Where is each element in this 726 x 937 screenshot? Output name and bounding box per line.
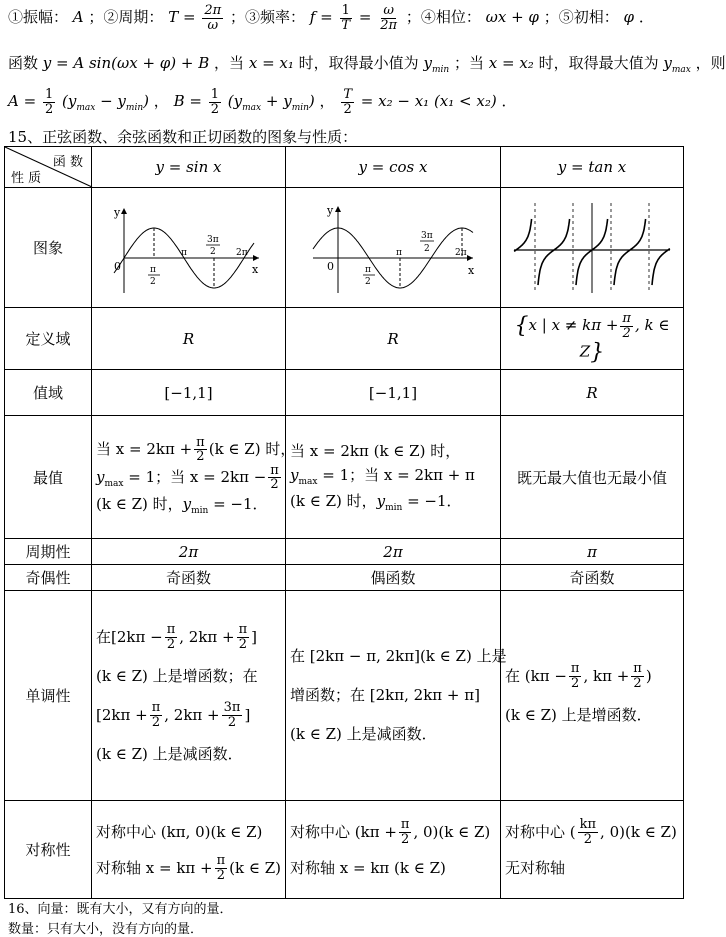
cos-3pi-num: 3π xyxy=(421,230,433,241)
header-cos: y = cos x xyxy=(286,147,501,188)
graph-row xyxy=(5,188,684,308)
b-lhs: B = xyxy=(173,92,202,111)
t-half: $\frac{T}{2}$ xyxy=(343,87,353,117)
sin-pi-label: π xyxy=(180,247,187,258)
a-half: $\frac{1}{2}$ xyxy=(44,87,54,117)
parity-tan: 奇函数 xyxy=(501,565,684,591)
domain-cos: R xyxy=(286,308,501,370)
ymax-symbol: $y_{max}$ xyxy=(663,54,691,75)
text-fragment: 时，取得最小值为 xyxy=(298,54,419,72)
row-label-period: 周期性 xyxy=(5,539,92,565)
sin-y-label: y xyxy=(113,205,120,219)
intro-line-3 xyxy=(8,88,517,116)
cos-halfpi-den: 2 xyxy=(365,276,371,287)
a-lhs: A = xyxy=(8,92,37,111)
separator: ， xyxy=(319,92,335,111)
row-label-domain: 定义域 xyxy=(5,308,92,370)
parity-row xyxy=(5,565,684,591)
symmetry-cos: 对称中心 (kπ + $\frac{\pi}{2}$ , 0)(k ∈ Z) 对称轴 x = kπ (k ∈ Z) xyxy=(286,801,501,899)
extreme-sin: 当 x = 2kπ + $\frac{\pi}{2}$ (k ∈ Z) 时， $y_{max} = 1$；当 x = 2kπ − $\frac{\pi}{2}$ (k ∈ Z) 时，$y_{min} = -1$． xyxy=(92,416,286,539)
period-row xyxy=(5,539,684,565)
a-rhs: $(y_{max} - y_{min})$ xyxy=(62,92,149,114)
intro-line-1 xyxy=(8,4,654,32)
cos-y-label: y xyxy=(327,203,334,217)
sin-graph-cell xyxy=(92,188,286,308)
domain-tan: {x | x ≠ kπ + $\frac{\pi}{2}$ , k ∈ Z} xyxy=(501,308,684,370)
mono-cos: 在 [2kπ − π, 2kπ](k ∈ Z) 上是 增函数；在 [2kπ, 2kπ + π] (k ∈ Z) 上是减函数． xyxy=(286,591,501,801)
sin-2pi-label: 2π xyxy=(235,247,248,258)
text-fragment: ；当 xyxy=(453,54,484,72)
ymin-symbol: $y_{min}$ xyxy=(423,54,450,75)
sin-graph xyxy=(104,198,274,298)
period-sin: 2π xyxy=(92,539,286,565)
cos-graph-cell xyxy=(286,188,501,308)
frequency-lhs: f = xyxy=(309,8,333,27)
b-rhs: $(y_{max} + y_{min})$ xyxy=(227,92,315,114)
period-cos: 2π xyxy=(286,539,501,565)
line1-end: ． xyxy=(638,8,654,27)
trig-properties-table xyxy=(4,146,684,899)
text-fragment: ，当 xyxy=(214,54,245,72)
sin-halfpi-den: 2 xyxy=(149,276,156,287)
section-15-title: 15、正弦函数、余弦函数和正切函数的图象与性质： xyxy=(8,128,358,146)
range-row xyxy=(5,370,684,416)
period-label: ；②周期： xyxy=(88,8,164,27)
frequency-label: ；③频率： xyxy=(229,8,305,27)
parity-cos: 偶函数 xyxy=(286,565,501,591)
symmetry-tan: 对称中心 ( $\frac{k\pi}{2}$ , 0)(k ∈ Z) 无对称轴 xyxy=(501,801,684,899)
cos-pi-label: π xyxy=(396,247,402,258)
symmetry-sin: 对称中心 (kπ, 0)(k ∈ Z) 对称轴 x = kπ + $\frac{\pi}{2}$ (k ∈ Z) xyxy=(92,801,286,899)
symmetry-row xyxy=(5,801,684,899)
footer-line-1: 16、向量：既有大小，又有方向的量． xyxy=(8,902,233,917)
text-fragment: ，则 xyxy=(695,54,726,72)
mono-sin: 在[2kπ − $\frac{\pi}{2}$ , 2kπ + $\frac{\pi}{2}$ ] (k ∈ Z) 上是增函数；在 [2kπ + $\frac{\pi}{2}$ , 2kπ + $\frac{3\pi}{2}$ ] (k ∈ Z) 上是减函数． xyxy=(92,591,286,801)
cos-x-label: x xyxy=(468,263,475,277)
header-tan: y = tan x xyxy=(501,147,684,188)
range-cos: [−1,1] xyxy=(286,370,501,416)
line3-end: ． xyxy=(501,92,517,111)
function-prefix: 函数 xyxy=(8,54,39,72)
row-label-symmetry: 对称性 xyxy=(5,801,92,899)
row-label-graph: 图象 xyxy=(5,188,92,308)
sin-x-label: x xyxy=(251,262,258,276)
cos-halfpi-num: π xyxy=(365,264,371,275)
cos-graph xyxy=(303,198,483,298)
b-half: $\frac{1}{2}$ xyxy=(210,87,219,117)
row-label-extreme: 最值 xyxy=(5,416,92,539)
monotonic-row xyxy=(5,591,684,801)
domain-row xyxy=(5,308,684,370)
text-fragment: 时，取得最大值为 xyxy=(538,54,659,72)
period-tan: π xyxy=(501,539,684,565)
tan-branch xyxy=(514,219,532,251)
sin-3pi-den: 2 xyxy=(209,246,216,257)
footer-line-2: 数量：只有大小，没有方向的量． xyxy=(8,922,204,937)
mono-tan: 在 (kπ − $\frac{\pi}{2}$ , kπ + $\frac{\pi}{2}$ ) (k ∈ Z) 上是增函数． xyxy=(501,591,684,801)
corner-cell xyxy=(5,147,92,188)
phase-expr: ωx + φ xyxy=(485,8,539,27)
row-label-parity: 奇偶性 xyxy=(5,565,92,591)
frequency-equals: = xyxy=(358,8,372,27)
function-expr: y = A sin(ωx + φ) + B xyxy=(42,54,210,72)
corner-prop-label: 性 质 xyxy=(11,171,42,186)
sin-halfpi-num: π xyxy=(149,264,156,275)
tan-graph-cell xyxy=(501,188,684,308)
tan-branch xyxy=(614,219,646,285)
initial-phase-expr: φ xyxy=(623,8,635,27)
amplitude-symbol: A xyxy=(72,8,84,27)
cos-3pi-den: 2 xyxy=(424,243,430,254)
sin-3pi-num: 3π xyxy=(206,234,219,245)
tan-branch xyxy=(652,248,670,285)
corner-func-label: 函 数 xyxy=(52,155,83,170)
header-row xyxy=(5,147,684,188)
range-sin: [−1,1] xyxy=(92,370,286,416)
domain-sin: R xyxy=(92,308,286,370)
t-rhs: = x₂ − x₁ (x₁ < x₂) xyxy=(360,92,497,111)
separator: ， xyxy=(153,92,169,111)
x1-expr: x = x₁ xyxy=(248,54,294,72)
cos-2pi-label: 2π xyxy=(455,247,467,258)
initial-phase-label: ；⑤初相： xyxy=(543,8,619,27)
amplitude-label: ①振幅： xyxy=(8,8,69,27)
phase-label: ；④相位： xyxy=(405,8,481,27)
row-label-range: 值域 xyxy=(5,370,92,416)
frequency-fraction-2: $\frac{\omega}{2\pi}$ xyxy=(380,3,398,33)
extreme-cos: 当 x = 2kπ (k ∈ Z) 时， $y_{max} = 1$；当 x = 2kπ + π (k ∈ Z) 时，$y_{min} = -1$． xyxy=(286,416,501,539)
extreme-tan: 既无最大值也无最小值 xyxy=(501,416,684,539)
tan-branch xyxy=(538,219,570,285)
tan-graph xyxy=(512,198,672,298)
extreme-row xyxy=(5,416,684,539)
row-label-mono: 单调性 xyxy=(5,591,92,801)
x2-expr: x = x₂ xyxy=(488,54,534,72)
sin-origin-label: 0 xyxy=(113,259,121,273)
range-tan: R xyxy=(501,370,684,416)
parity-sin: 奇函数 xyxy=(92,565,286,591)
period-lhs: T = xyxy=(168,8,196,27)
header-sin: y = sin x xyxy=(92,147,286,188)
period-fraction: $\frac{2\pi}{\omega}$ xyxy=(204,3,222,33)
cos-origin-label: 0 xyxy=(327,259,334,273)
frequency-fraction-1: $\frac{1}{T}$ xyxy=(341,3,351,33)
intro-line-2 xyxy=(8,52,726,75)
